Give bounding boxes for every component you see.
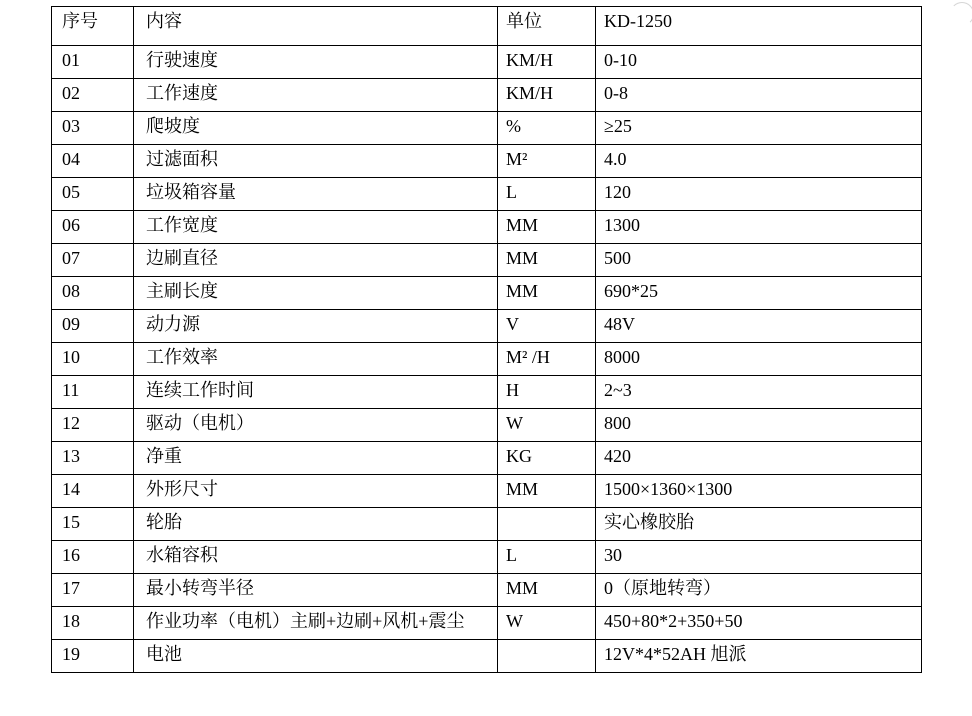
cell-value: 1500×1360×1300: [596, 475, 922, 508]
column-header-item: 内容: [134, 7, 498, 46]
cell-unit: M² /H: [498, 343, 596, 376]
cell-value: 690*25: [596, 277, 922, 310]
cell-unit: L: [498, 178, 596, 211]
cell-unit: MM: [498, 211, 596, 244]
cell-item: 作业功率（电机）主刷+边刷+风机+震尘: [134, 607, 498, 640]
cell-value: 2~3: [596, 376, 922, 409]
page-corner-arc-decoration: [950, 2, 972, 26]
table-row: [52, 244, 922, 277]
table-row: [52, 574, 922, 607]
table-row: [52, 409, 922, 442]
cell-value: 0-8: [596, 79, 922, 112]
cell-no: 02: [52, 79, 134, 112]
cell-value: 800: [596, 409, 922, 442]
cell-no: 08: [52, 277, 134, 310]
cell-item: 主刷长度: [134, 277, 498, 310]
table-row: [52, 46, 922, 79]
cell-no: 15: [52, 508, 134, 541]
cell-value: 30: [596, 541, 922, 574]
table-row: [52, 541, 922, 574]
cell-value: 500: [596, 244, 922, 277]
cell-no: 04: [52, 145, 134, 178]
table-row: [52, 640, 922, 673]
cell-item: 爬坡度: [134, 112, 498, 145]
cell-unit: [498, 640, 596, 673]
cell-unit: MM: [498, 574, 596, 607]
cell-value: 4.0: [596, 145, 922, 178]
cell-value: 420: [596, 442, 922, 475]
cell-unit: KM/H: [498, 46, 596, 79]
cell-value: 1300: [596, 211, 922, 244]
cell-value: 8000: [596, 343, 922, 376]
table-row: [52, 607, 922, 640]
cell-unit: W: [498, 409, 596, 442]
cell-unit: W: [498, 607, 596, 640]
cell-item: 驱动（电机）: [134, 409, 498, 442]
cell-no: 06: [52, 211, 134, 244]
cell-item: 工作宽度: [134, 211, 498, 244]
table-header-row: [52, 7, 922, 46]
cell-value: ≥25: [596, 112, 922, 145]
specification-table: [51, 6, 922, 673]
table-row: [52, 310, 922, 343]
cell-item: 过滤面积: [134, 145, 498, 178]
cell-unit: MM: [498, 244, 596, 277]
cell-value: 12V*4*52AH 旭派: [596, 640, 922, 673]
table-row: [52, 508, 922, 541]
table-row: [52, 376, 922, 409]
cell-unit: %: [498, 112, 596, 145]
cell-no: 19: [52, 640, 134, 673]
cell-value: 120: [596, 178, 922, 211]
cell-no: 17: [52, 574, 134, 607]
cell-unit: KM/H: [498, 79, 596, 112]
cell-unit: H: [498, 376, 596, 409]
cell-no: 18: [52, 607, 134, 640]
cell-value: 0-10: [596, 46, 922, 79]
cell-no: 16: [52, 541, 134, 574]
cell-no: 03: [52, 112, 134, 145]
cell-no: 14: [52, 475, 134, 508]
cell-item: 边刷直径: [134, 244, 498, 277]
table-row: [52, 343, 922, 376]
table-row: [52, 442, 922, 475]
cell-no: 11: [52, 376, 134, 409]
cell-item: 动力源: [134, 310, 498, 343]
table-row: [52, 79, 922, 112]
cell-item: 工作速度: [134, 79, 498, 112]
cell-no: 07: [52, 244, 134, 277]
cell-value: 450+80*2+350+50: [596, 607, 922, 640]
cell-item: 工作效率: [134, 343, 498, 376]
table-row: [52, 112, 922, 145]
table-row: [52, 178, 922, 211]
cell-item: 连续工作时间: [134, 376, 498, 409]
cell-unit: MM: [498, 475, 596, 508]
cell-no: 05: [52, 178, 134, 211]
column-header-no: 序号: [52, 7, 134, 46]
cell-unit: MM: [498, 277, 596, 310]
cell-unit: [498, 508, 596, 541]
cell-item: 外形尺寸: [134, 475, 498, 508]
table-row: [52, 475, 922, 508]
cell-no: 09: [52, 310, 134, 343]
cell-no: 12: [52, 409, 134, 442]
cell-item: 行驶速度: [134, 46, 498, 79]
cell-no: 13: [52, 442, 134, 475]
cell-unit: V: [498, 310, 596, 343]
table-row: [52, 145, 922, 178]
column-header-unit: 单位: [498, 7, 596, 46]
column-header-model: KD-1250: [596, 7, 922, 46]
cell-unit: L: [498, 541, 596, 574]
cell-item: 垃圾箱容量: [134, 178, 498, 211]
cell-item: 水箱容积: [134, 541, 498, 574]
cell-no: 01: [52, 46, 134, 79]
cell-value: 0（原地转弯）: [596, 574, 922, 607]
table-row: [52, 211, 922, 244]
cell-item: 电池: [134, 640, 498, 673]
cell-item: 净重: [134, 442, 498, 475]
cell-item: 轮胎: [134, 508, 498, 541]
table-row: [52, 277, 922, 310]
cell-unit: KG: [498, 442, 596, 475]
cell-value: 48V: [596, 310, 922, 343]
cell-no: 10: [52, 343, 134, 376]
cell-item: 最小转弯半径: [134, 574, 498, 607]
cell-unit: M²: [498, 145, 596, 178]
cell-value: 实心橡胶胎: [596, 508, 922, 541]
